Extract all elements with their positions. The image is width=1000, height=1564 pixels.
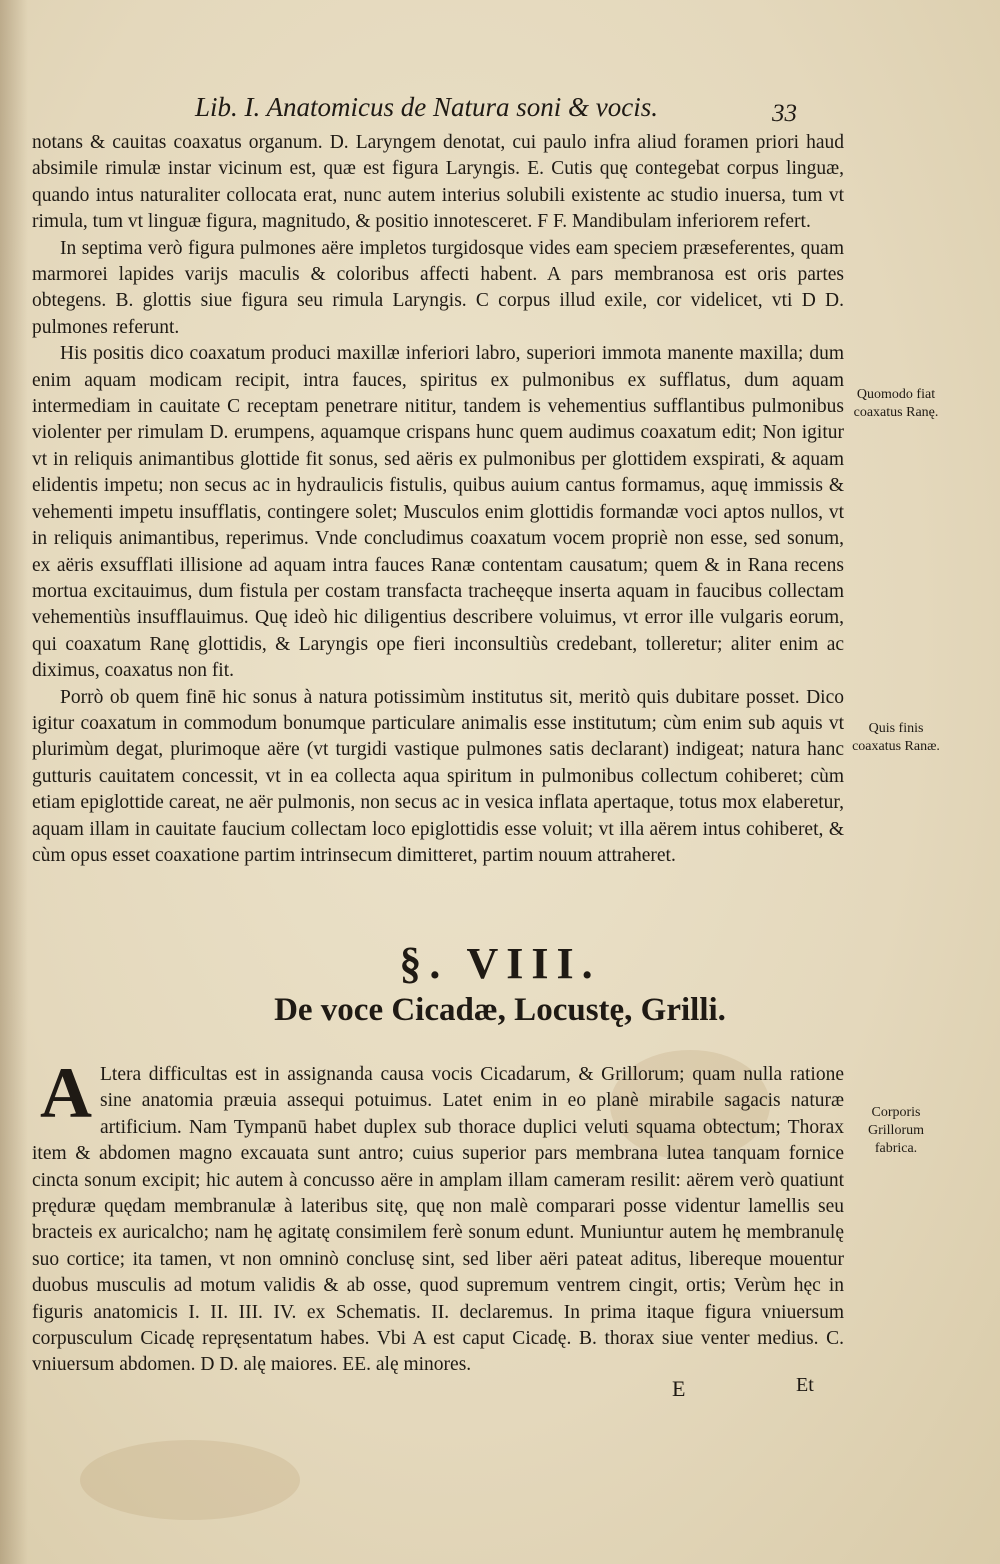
drop-capital: A [40,1053,92,1133]
paragraph-text: Ltera difficultas est in assignanda causa vocis Cicadarum, & Grillorum; quam nulla ratione sine anatomia præuia assequi potuimus. Latet enim in eo planè mirabile sagacis naturæ artificium. Nam Tympanū habet duplex sub thorace duplici veluti squama obtectum; Thorax item & abdomen magno excauata sunt antro; cuius superior pars membrana lutea tanquam fornice cincta sonum excipit; hic autem à concusso aëre in amplam illam cameram resilit: aërem verò quatiunt pręduræ quędam membranulæ à lateribus sitę, quę non malè comparari posse videntur lamellis seu bracteis ex auricalcho; nam hę agitatę consimilem ferè sonum edunt. Muniuntur autem hę membranulę suo cortice; ita tamen, vt non omninò conclusę sint, sed liber aëri pateat aditus, libereque mouentur duobus musculis ad motum validis & ab osse, quod supremum ventrem cingit, ortis; Verùm hęc in figuris anatomicis I. II. III. IV. ex Schematis. II. declaremus. In prima itaque figura vniuersum corpusculum Cicadę repręsentatum habes. Vbi A est caput Cicadę. B. thorax siue venter medius. C. vniuersum abdomen. D D. alę maiores. EE. alę minores. [32,1064,844,1376]
section-title: De voce Cicadæ, Locustę, Grilli. [274,992,726,1028]
binding-shadow [0,0,28,1564]
main-text-lower [32,1053,844,1379]
margin-note: Quis finis coaxatus Ranæ. [852,721,940,754]
paragraph: His positis dico coaxatum produci maxillæ inferiori labro, superiori immota manente maxilla; dum enim aquam modicam recipit, intra fauces, spiritus ex pulmonibus ex sufflatus, dum aquam intermediam in cauitate C receptam penetrare nititur, tandem is vehementius sufflantibus pulmonibus violenter per rimulam D. erumpens, aquamque crispans hunc quem audimus coaxatum edit; Non igitur vt in reliquis animantibus glottide fit sonus, sed aëris ex pulmonibus per glottidem exspirati, & aquam elidentis impetu; non secus ac in hydraulicis fistulis, quibus auium cantus formamus, aquę immissis & vehementi impetu insufflatis, contingere solet; Musculos enim glottidis formandæ voci aptos nullos, vt in reliquis animantibus, reperimus. Vnde concludimus coaxatum vocem propriè non esse, sed sonum, ex aëris exsufflati illisione ad aquam intra fauces Ranæ contentam causatum; quem & in Rana recens mortua excitauimus, dum fistula per costam transfacta tracheęque inserta aquam in faucibus collectam vehementiùs insufflauimus. Quę ideò hic diligentius describere voluimus, vt error ille vulgaris eorum, qui coaxatum Ranę glottidis, & Laryngis ope fieri inconsultiùs credebant, tolleretur; aliter enim ac diximus, coaxatus non fit. [32,343,844,682]
paper-stain [80,1440,300,1520]
main-text-upper [32,130,844,869]
paragraph: In septima verò figura pulmones aëre impletos turgidosque vides eam speciem præseferentes, quam marmorei lapides varijs maculis & coloribus affecti habent. A pars membranosa est oris partes obtegens. B. glottis siue figura seu rimula Laryngis. C corpus illud exile, cor videlicet, vti D D. pulmones referunt. [32,237,844,338]
paragraph: Porrò ob quem finē hic sonus à natura potissimùm institutus sit, meritò quis dubitare posset. Dico igitur coaxatum in commodum bonumque particulare animalis esse institutum; cùm enim sub aquis vt plurimùm degat, plurimoque aëre (vt turgidi vastique pulmones satis declarant) indigeat; natura hanc gutturis cauitatem concessit, vt in ea collecta aqua spiritum in pulmonibus collectum cohiberet; cùm etiam epiglottide careat, ne aër pulmonis, non secus ac in vesica inflata apertaque, totus mox elaberetur, aquam illam in cauitate faucium collectam loco epiglottidis esse voluit; vt illa aërem intus cohiberet, & cùm opus esset coaxatione partim intrinsecum dimitteret, partim nouum attraheret. [32,686,844,866]
catchword: Et [796,1374,814,1396]
margin-note: Corporis Grillorum fabrica. [868,1105,924,1156]
signature-mark: E [672,1376,686,1401]
paragraph [32,1053,844,1379]
page-number: 33 [772,100,797,127]
section-number: §. VIII. [399,939,601,988]
running-head: Lib. I. Anatomicus de Natura soni & vocis. [195,92,658,122]
paragraph: notans & cauitas coaxatus organum. D. Laryngem denotat, cui paulo infra aliud foramen priori haud absimile rimulæ instar vicinum est, quæ est figura Laryngis. E. Cutis quę contegebat corpus linguæ, quando intus naturaliter collocata erat, nunc autem interius solubili existente ac studio inuersa, tum vt rimula, tum vt linguæ figura, magnitudo, & positio innotesceret. F F. Mandibulam inferiorem refert. [32,132,844,233]
margin-note: Quomodo fiat coaxatus Ranę. [853,387,939,420]
